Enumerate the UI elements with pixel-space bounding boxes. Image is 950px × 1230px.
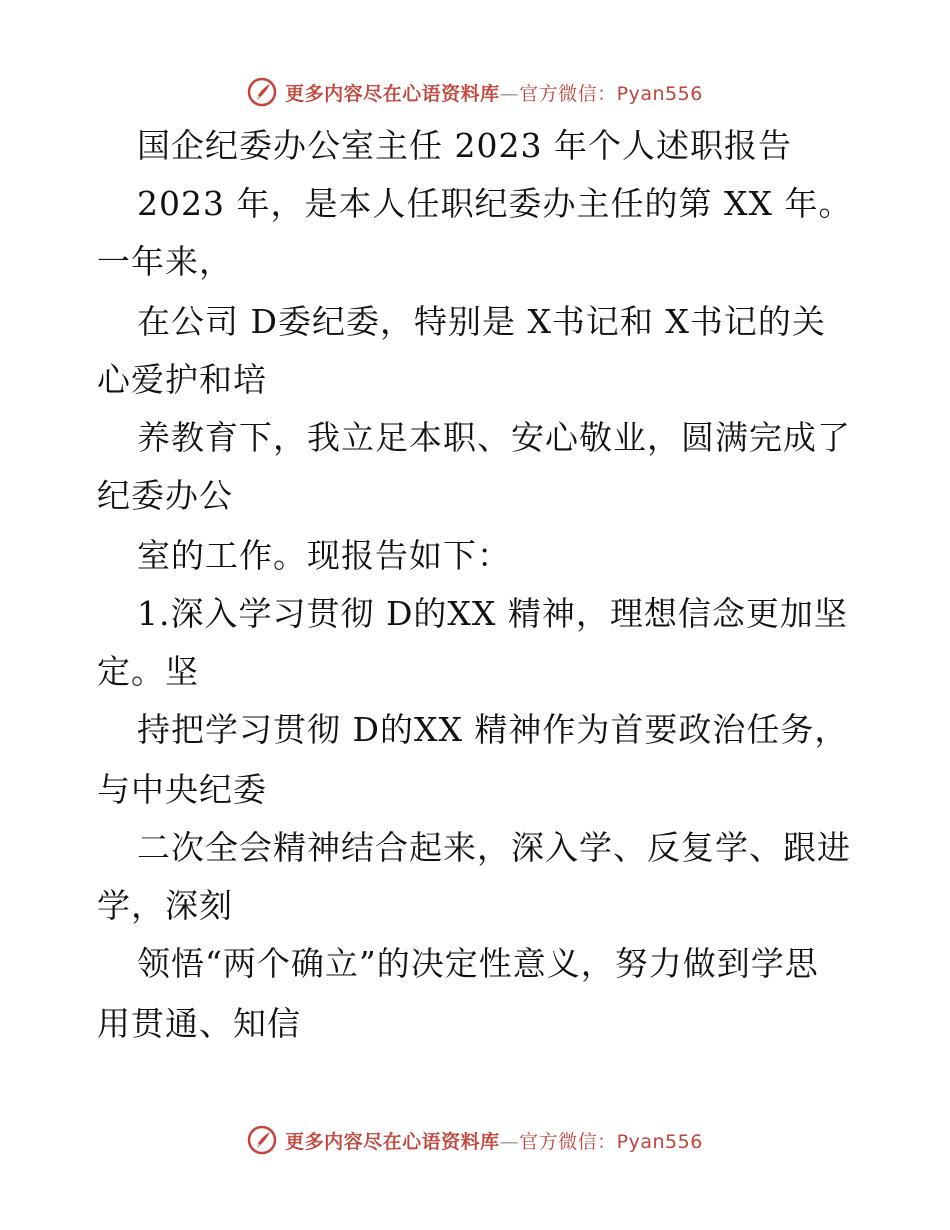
document-line: 与中央纪委 xyxy=(97,770,267,809)
document-line: 2023 年，是本人任职纪委办主任的第 XX 年。 xyxy=(137,184,853,223)
document-line: 一年来， xyxy=(97,242,233,281)
footer-watermark xyxy=(0,1120,950,1160)
document-line: 持把学习贯彻 D的XX 精神作为首要政治任务， xyxy=(137,710,849,749)
document-line: 1.深入学习贯彻 D的XX 精神，理想信念更加坚 xyxy=(137,594,848,633)
document-line: 纪委办公 xyxy=(97,476,233,515)
watermark-contact: 官方微信：Pyan556 xyxy=(519,82,703,105)
document-line: 领悟“两个确立”的决定性意义，努力做到学思 xyxy=(137,944,819,983)
document-line: 心爱护和培 xyxy=(97,360,267,399)
header-watermark xyxy=(0,72,950,112)
document-line: 定。坚 xyxy=(97,652,199,691)
document-line: 二次全会精神结合起来，深入学、反复学、跟进 xyxy=(137,828,851,867)
document-line: 学，深刻 xyxy=(97,886,233,925)
document-title: 国企纪委办公室主任 2023 年个人述职报告 xyxy=(137,126,792,165)
watermark-brand: 更多内容尽在心语资料库 xyxy=(285,82,500,105)
document-line: 养教育下，我立足本职、安心敬业，圆满完成了 xyxy=(137,418,851,457)
quill-pen-logo-icon xyxy=(247,1125,277,1155)
document-line: 室的工作。现报告如下： xyxy=(137,536,511,575)
watermark-dash: — xyxy=(499,82,520,105)
watermark-dash: — xyxy=(499,1130,520,1153)
quill-pen-logo-icon xyxy=(247,77,277,107)
watermark-brand: 更多内容尽在心语资料库 xyxy=(285,1130,500,1153)
watermark-contact: 官方微信：Pyan556 xyxy=(519,1130,703,1153)
document-line: 在公司 D委纪委，特别是 X书记和 X书记的关 xyxy=(137,302,826,341)
document-line: 用贯通、知信 xyxy=(97,1004,301,1043)
watermark-text xyxy=(285,1127,703,1154)
watermark-text xyxy=(285,79,703,106)
